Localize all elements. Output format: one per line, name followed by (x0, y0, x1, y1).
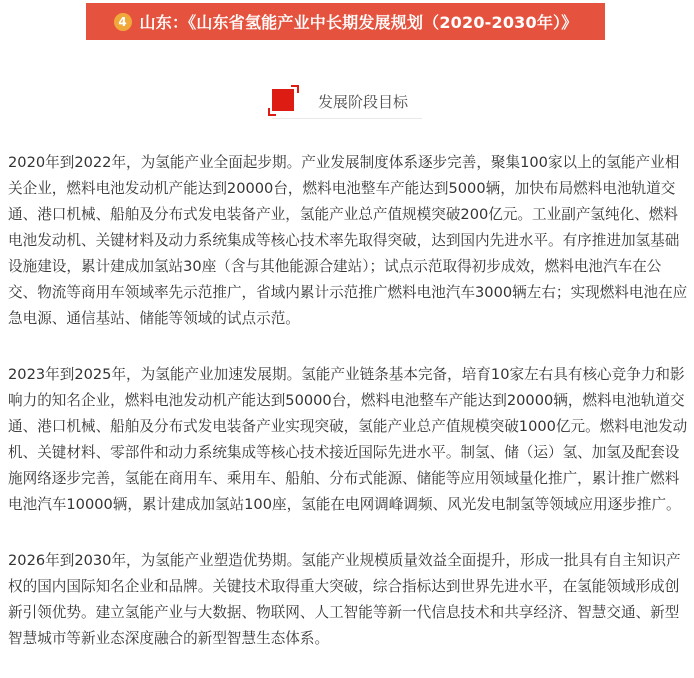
paragraph-phase-1: 2020年到2022年，为氢能产业全面起步期。产业发展制度体系逐步完善，聚集100家以上的氢能产业相关企业，燃料电池发动机产能达到20000台，燃料电池整车产能达到5000辆，加快布局燃料电池轨道交通、港口机械、船舶及分布式发电装备产业，氢能产业总产值规模突破200亿元。工业副产氢纯化、燃料电池发动机、关键材料及动力系统集成等核心技术率先取得突破，达到国内先进水平。有序推进加氢基础设施建设，累计建成加氢站30座（含与其他能源合建站）；试点示范取得初步成效，燃料电池汽车在公交、物流等商用车领域率先示范推广，省域内累计示范推广燃料电池汽车3000辆左右；实现燃料电池在应急电源、通信基站、储能等领域的试点示范。 (8, 154, 688, 327)
section-title: 发展阶段目标 (318, 93, 409, 111)
section-divider (272, 118, 422, 119)
red-square-icon (272, 89, 298, 115)
title-banner (86, 3, 605, 40)
paragraph-phase-3: 2026年到2030年，为氢能产业塑造优势期。氢能产业规模质量效益全面提升，形成一批具有自主知识产权的国内国际知名企业和品牌。关键技术取得重大突破，综合指标达到世界先进水平，在氢能领域形成创新引领优势。建立氢能产业与大数据、物联网、人工智能等新一代信息技术和共享经济、智慧交通、新型智慧城市等新业态深度融合的新型智慧生态体系。 (8, 552, 681, 647)
banner-title: 山东：《山东省氢能产业中长期发展规划（2020-2030年）》 (139, 13, 578, 32)
section-header (272, 86, 408, 118)
body-content (8, 150, 688, 652)
paragraph-phase-2: 2023年到2025年，为氢能产业加速发展期。氢能产业链条基本完备，培育10家左右具有核心竞争力和影响力的知名企业，燃料电池发动机产能达到50000台，燃料电池整车产能达到20000辆，燃料电池轨道交通、港口机械、船舶及分布式发电装备产业实现突破，氢能产业总产值规模突破1000亿元。燃料电池发动机、关键材料、零部件和动力系统集成等核心技术接近国际先进水平。制氢、储（运）氢、加氢及配套设施网络逐步完善，氢能在商用车、乘用车、船舶、分布式能源、储能等应用领域量化推广，累计推广燃料电池汽车10000辆，累计建成加氢站100座，氢能在电网调峰调频、风光发电制氢等领域应用逐步推广。 (8, 366, 688, 513)
number-badge: 4 (114, 13, 132, 31)
